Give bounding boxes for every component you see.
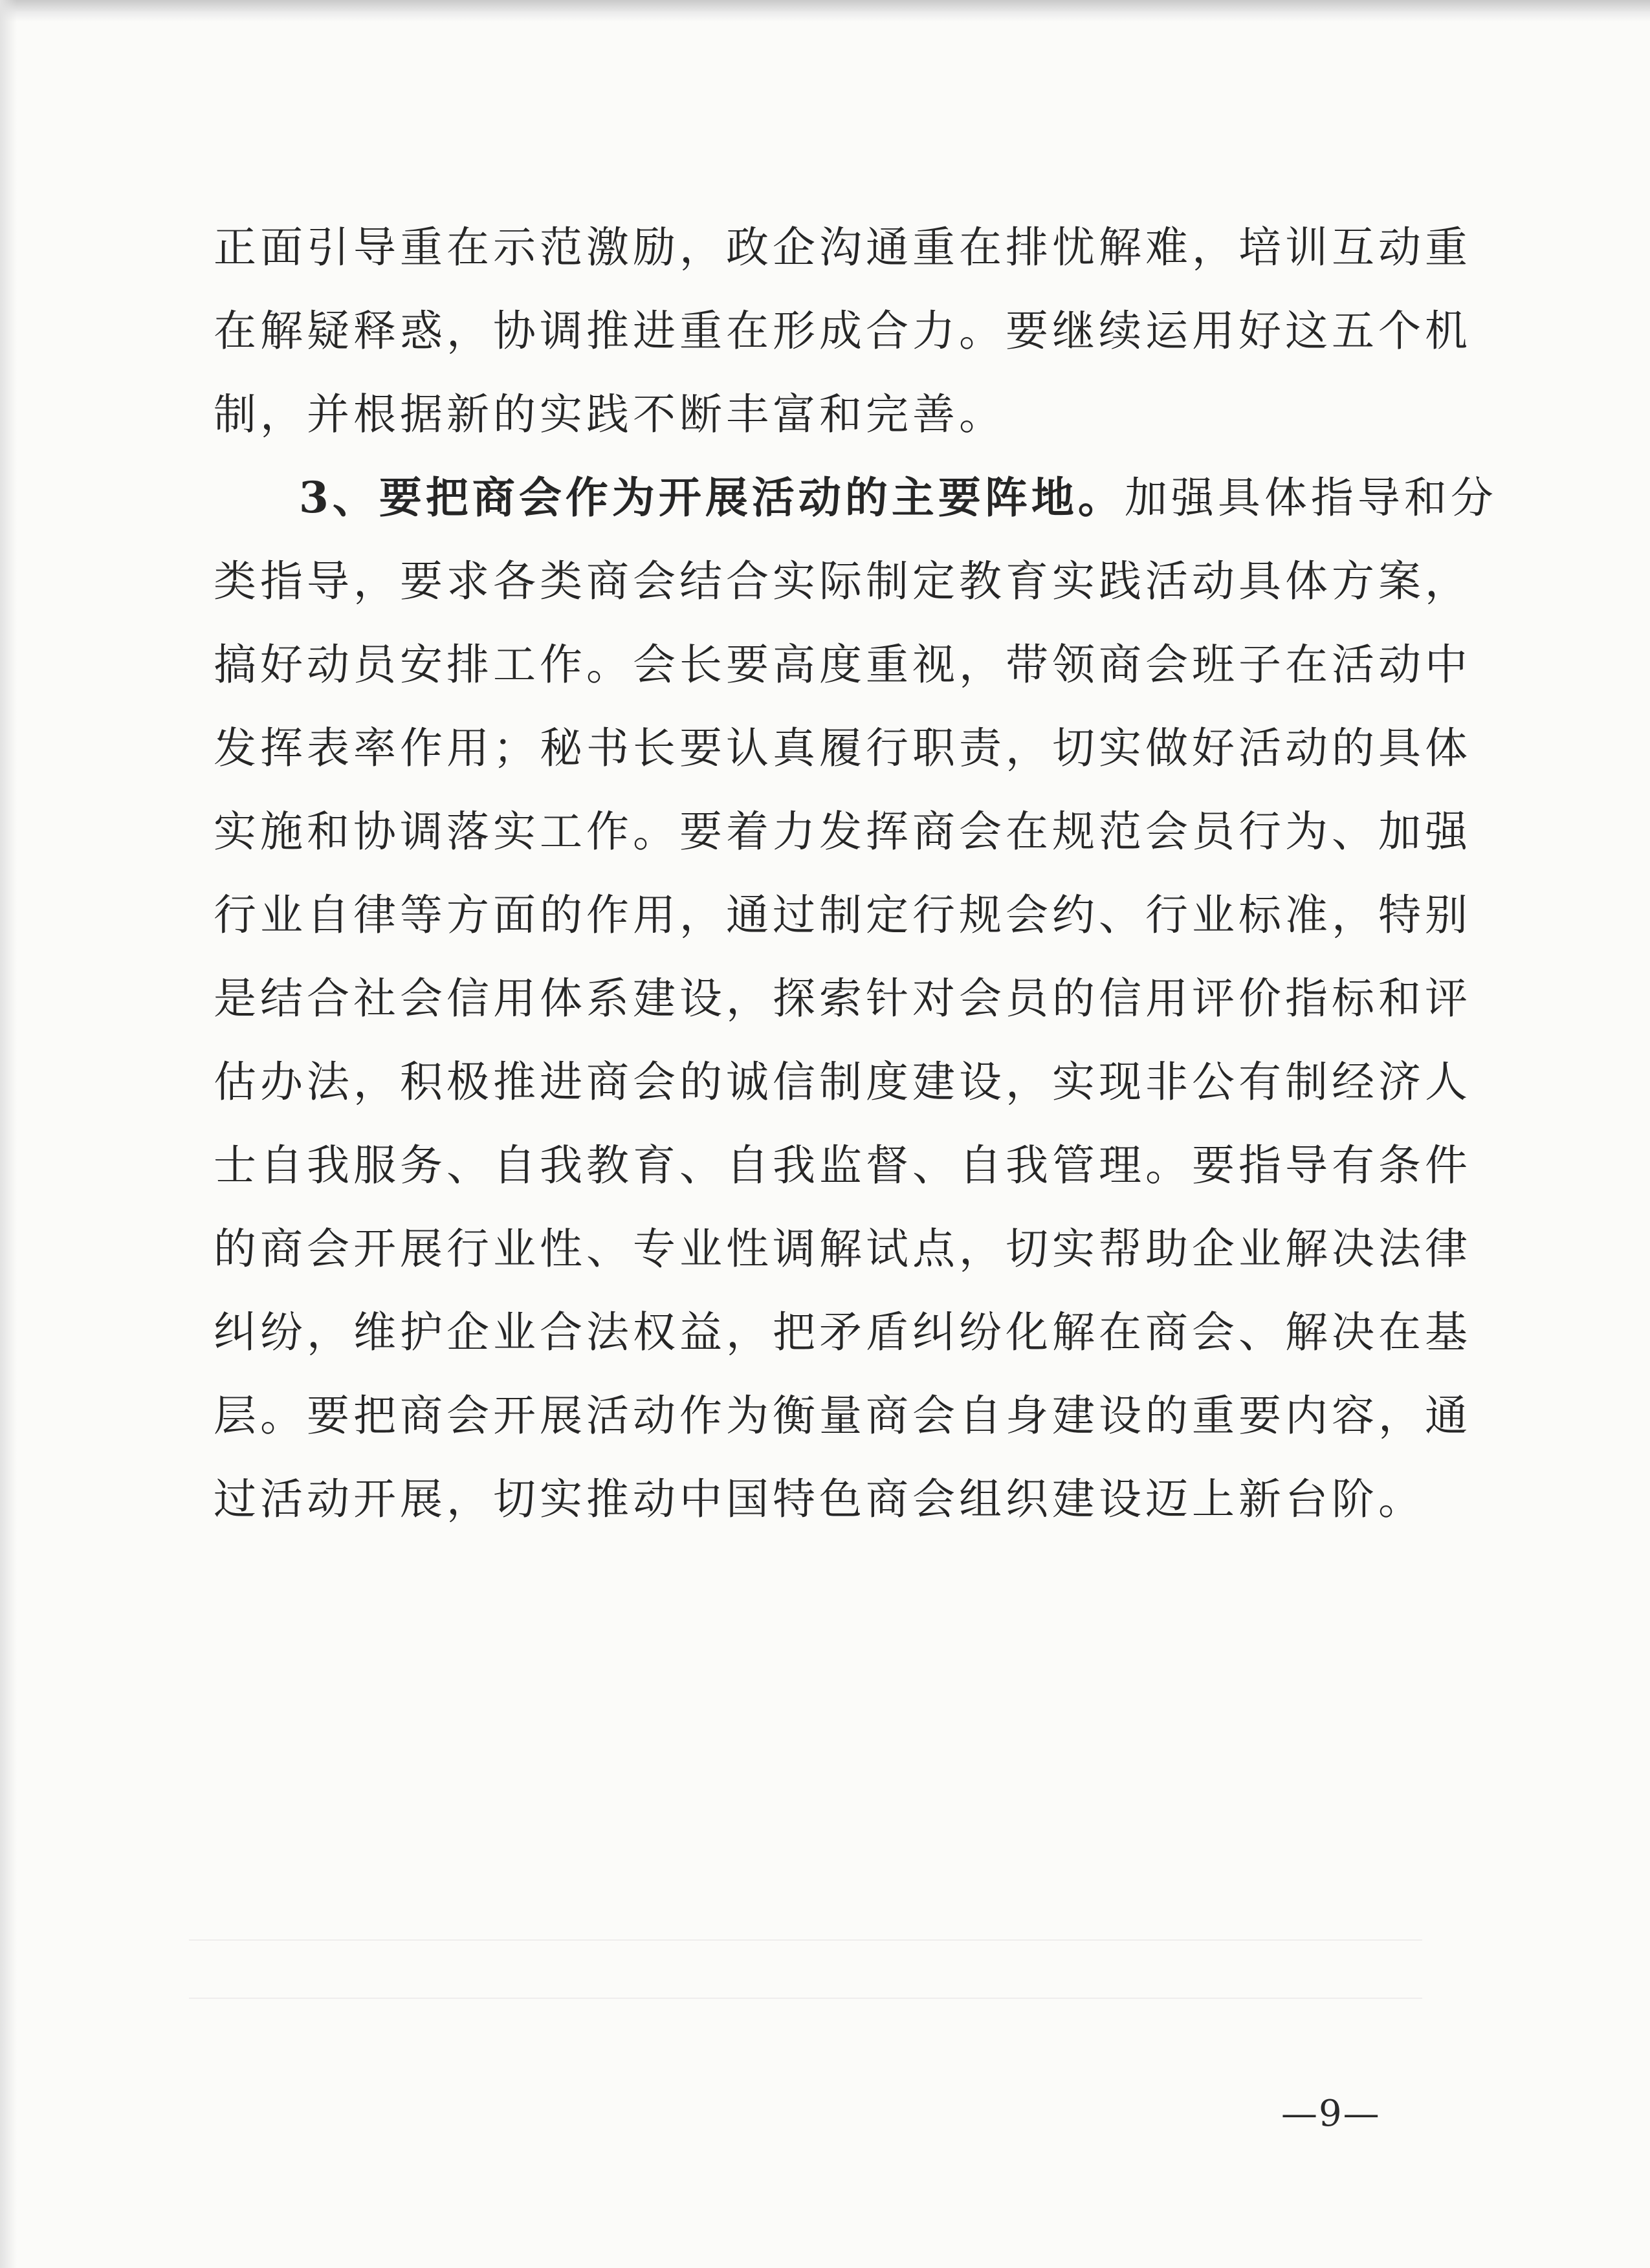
section-3-first-line-rest: 加强具体指导和分 bbox=[1124, 473, 1497, 523]
body-line: 实施和协调落实工作。要着力发挥商会在规范会员行为、加强 bbox=[214, 807, 1471, 856]
body-line: 类指导，要求各类商会结合实际制定教育实践活动具体方案， bbox=[214, 556, 1471, 606]
body-line: 是结合社会信用体系建设，探索针对会员的信用评价指标和评 bbox=[214, 974, 1471, 1023]
section-3-heading: 3、要把商会作为开展活动的主要阵地。 bbox=[299, 472, 1125, 523]
body-line: 层。要把商会开展活动作为衡量商会自身建设的重要内容，通 bbox=[214, 1391, 1471, 1441]
scan-left-edge bbox=[0, 0, 17, 2268]
section-3-first-line bbox=[214, 456, 1497, 540]
body-line: 士自我服务、自我教育、自我监督、自我管理。要指导有条件 bbox=[214, 1140, 1471, 1190]
body-line: 正面引导重在示范激励，政企沟通重在排忧解难，培训互动重 bbox=[214, 223, 1471, 272]
page-number: —9— bbox=[1281, 2093, 1381, 2135]
bleed-through-rule bbox=[189, 1939, 1422, 1941]
body-line: 的商会开展行业性、专业性调解试点，切实帮助企业解决法律 bbox=[214, 1224, 1471, 1274]
body-line: 行业自律等方面的作用，通过制定行规会约、行业标准，特别 bbox=[214, 890, 1471, 940]
body-line: 搞好动员安排工作。会长要高度重视，带领商会班子在活动中 bbox=[214, 640, 1471, 690]
body-line: 制，并根据新的实践不断丰富和完善。 bbox=[214, 389, 1006, 439]
body-line: 发挥表率作用；秘书长要认真履行职责，切实做好活动的具体 bbox=[214, 723, 1471, 773]
body-line: 在解疑释惑，协调推进重在形成合力。要继续运用好这五个机 bbox=[214, 306, 1471, 356]
bleed-through-rule bbox=[189, 1998, 1422, 1999]
body-line: 估办法，积极推进商会的诚信制度建设，实现非公有制经济人 bbox=[214, 1057, 1471, 1107]
scan-top-edge bbox=[0, 0, 1650, 22]
body-line: 过活动开展，切实推动中国特色商会组织建设迈上新台阶。 bbox=[214, 1474, 1425, 1524]
document-body bbox=[214, 206, 1497, 1541]
body-line: 纠纷，维护企业合法权益，把矛盾纠纷化解在商会、解决在基 bbox=[214, 1307, 1471, 1357]
